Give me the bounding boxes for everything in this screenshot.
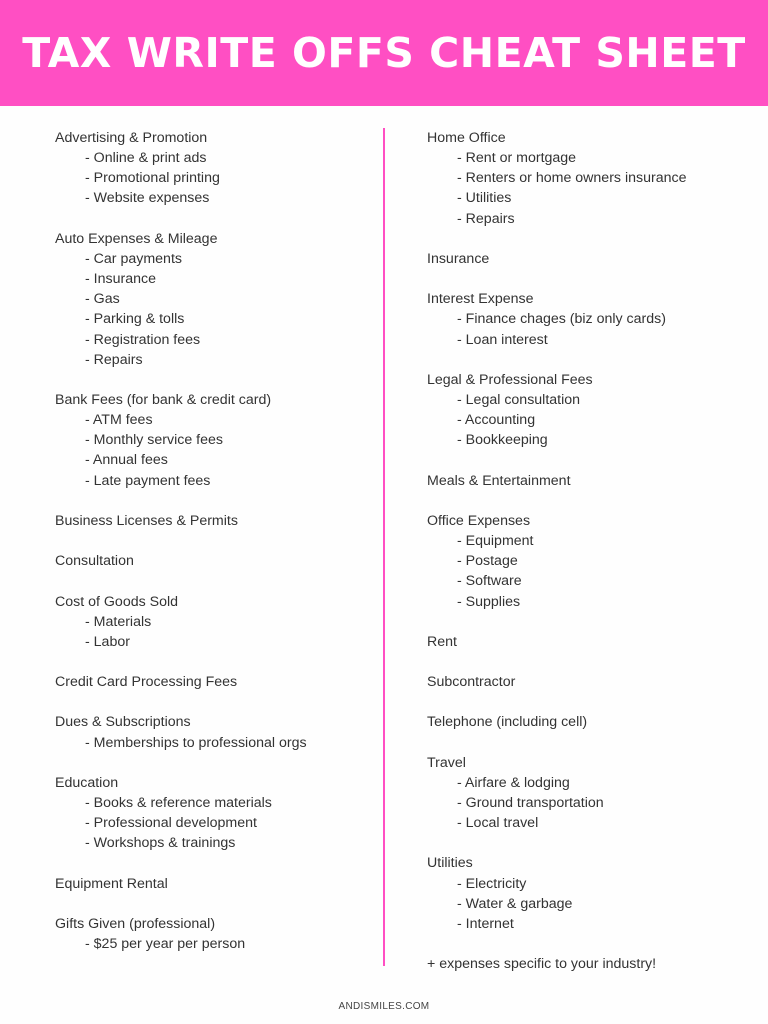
list-item: - Supplies [457,593,521,610]
list-item: - Parking & tolls [85,311,185,328]
list-item: - Materials [85,613,152,630]
category-meals-entertainment [427,471,747,491]
category-title: Dues & Subscriptions [55,714,191,731]
left-column [55,128,370,974]
header-banner [0,0,768,106]
list-item: - Bookkeeping [457,432,548,449]
category-title: Auto Expenses & Mileage [55,230,218,247]
category-education [55,773,370,854]
list-item: - Gas [85,291,120,308]
list-item: - Workshops & trainings [85,835,236,852]
category-travel [427,753,747,834]
category-title: Meals & Entertainment [427,472,571,489]
category-title: Credit Card Processing Fees [55,674,238,691]
list-item: - Equipment [457,533,534,550]
category-cost-of-goods-sold [55,592,370,652]
list-item: - Online & print ads [85,150,207,167]
list-item: - Annual fees [85,452,168,469]
list-item: - Insurance [85,271,156,288]
right-column [427,128,747,974]
category-business-licenses-permits [55,511,370,531]
category-title: Cost of Goods Sold [55,593,179,610]
category-dues-subscriptions [55,712,370,752]
category-credit-card-processing-fees [55,672,370,692]
category-telephone-including-cell [427,712,747,732]
list-item: - Electricity [457,875,527,892]
list-item: - Ground transportation [457,795,604,812]
category-title: Travel [427,754,466,771]
category-title: Bank Fees (for bank & credit card) [55,392,272,408]
list-item: - Registration fees [85,331,201,348]
category-interest-expense [427,289,747,349]
category-title: Advertising & Promotion [55,130,208,146]
category-auto-expenses-mileage [55,229,370,370]
list-item: - Legal consultation [457,391,581,408]
list-item: - Professional development [85,815,257,832]
category-legal-professional-fees [427,370,747,451]
category-gifts-given-professional [55,914,370,954]
footnote: + expenses specific to your industry! [427,956,657,973]
category-title: Subcontractor [427,674,516,691]
category-title: Office Expenses [427,512,531,529]
category-title: Equipment Rental [55,875,168,892]
category-subcontractor [427,672,747,692]
list-item: - Software [457,573,522,590]
category-title: Home Office [427,130,506,146]
category-advertising-promotion [55,128,370,209]
list-item: - Postage [457,553,518,570]
category-office-expenses [427,511,747,612]
category-equipment-rental [55,874,370,894]
category-title: Rent [427,633,457,650]
category-title: Gifts Given (professional) [55,915,216,932]
category-rent [427,632,747,652]
footer-website: ANDISMILES.COM [338,1001,430,1012]
list-item: - Local travel [457,815,539,832]
list-item: - Repairs [85,351,143,368]
list-item: - Promotional printing [85,170,220,187]
category-consultation [55,551,370,571]
category-title: Legal & Professional Fees [427,371,593,388]
category-bank-fees-for-bank-credit-card [55,390,370,491]
list-item: - Rent or mortgage [457,150,577,167]
list-item: - Memberships to professional orgs [85,734,307,751]
list-item: - Water & garbage [457,895,573,912]
category-home-office [427,128,747,229]
list-item: - Late payment fees [85,472,211,489]
list-item: - $25 per year per person [85,936,246,953]
category-title: Interest Expense [427,291,534,308]
category-utilities [427,853,747,934]
list-item: - ATM fees [85,412,153,429]
list-item: - Airfare & lodging [457,774,570,791]
list-item: - Car payments [85,250,182,267]
category-title: Utilities [427,855,473,872]
list-item: - Monthly service fees [85,432,223,449]
category-title: Insurance [427,250,490,267]
list-item: - Accounting [457,412,536,429]
category-title: Education [55,774,119,791]
list-item: - Books & reference materials [85,795,272,812]
list-item: - Loan interest [457,331,548,348]
list-item: - Internet [457,915,514,932]
list-item: - Utilities [457,190,512,207]
list-item: - Finance chages (biz only cards) [457,311,666,328]
list-item: - Repairs [457,210,515,227]
category-title: Business Licenses & Permits [55,512,238,529]
list-item: - Renters or home owners insurance [457,170,687,187]
category-insurance [427,249,747,269]
list-item: - Website expenses [85,190,210,207]
category-title: Telephone (including cell) [427,714,588,731]
page-title: TAX WRITE OFFS CHEAT SHEET [22,29,746,77]
list-item: - Labor [85,633,130,650]
category-title: Consultation [55,553,134,570]
column-divider [383,128,385,966]
